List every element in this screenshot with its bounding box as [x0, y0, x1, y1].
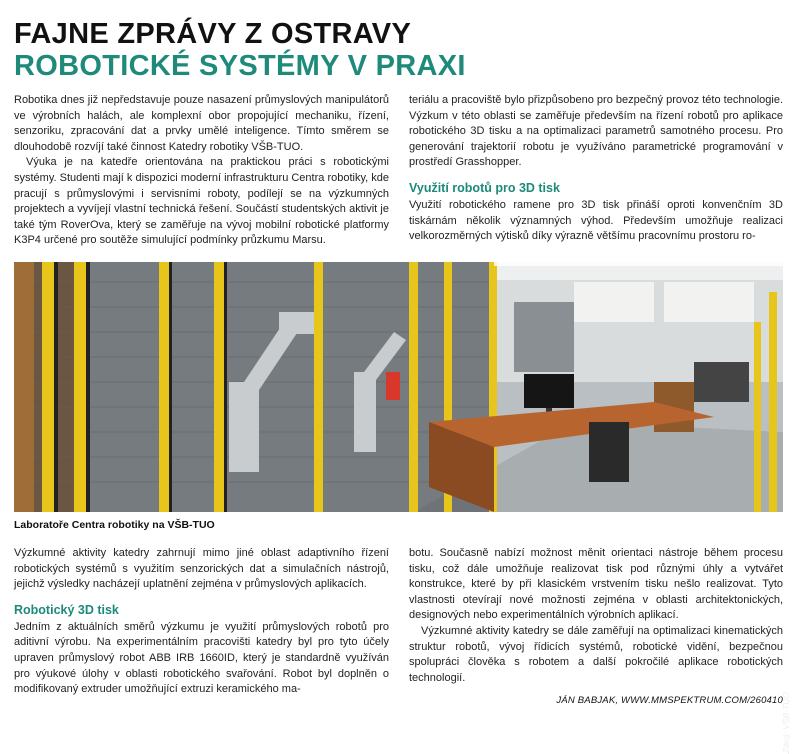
- lab-photo-illustration: [14, 262, 783, 512]
- paragraph: Využití robotického ramene pro 3D tisk přináší oproti konvenčním 3D tiskárnám několik významných výhod. Především umožňuje realizaci velkorozměrných výtisků díky výrazně většímu pracovnímu prostoru ro-: [409, 198, 783, 243]
- section-heading: Využití robotů pro 3D tisk: [409, 180, 560, 195]
- section-heading: Robotický 3D tisk: [14, 602, 119, 617]
- paragraph: botu. Současně nabízí možnost měnit orientaci nástroje během procesu tisku, což dále umožňuje realizovat tisk pod různými úhly a vytvářet konstrukce, které by při klasickém vrstvením tisku nešlo realizovat. Tyto vlastnosti otevírají nové možnosti zejména v oblasti architektonických, designových nebo experimentálních výrobních aplikací.: [409, 547, 783, 622]
- article-column-3: [14, 546, 389, 698]
- paragraph: Výuka je na katedře orientována na praktickou práci s robotickými systémy. Studenti mají k dispozici moderní infrastrukturu Centra robotiky, kde pracují s průmyslovými i servisními roboty, podílejí se na výzkumných projektech a vyvíjejí vlastní technická řešení. Součástí studentských aktivit je také tým RoverOva, který se zaměřuje na vývoj mobilní robotické platformy K3P4 určené pro soutěže simulující podmínky průzkumu Marsu.: [14, 156, 389, 247]
- paragraph: Jedním z aktuálních směrů výzkumu je využití průmyslových robotů pro aditivní výrobu. Na experimentálním pracovišti katedry byl pro tyto účely upraven průmyslový robot ABB IRB 1660ID, který je standardně využíván pro výukové úlohy v oblasti robotického svařování. Robot byl doplněn o modifikovaný extruder umožňující extruzi keramického ma-: [14, 620, 389, 696]
- photo-source: Zdroj: VŠB-TUO: [781, 692, 791, 754]
- article-column-4: [409, 546, 783, 686]
- paragraph: Robotika dnes již nepředstavuje pouze nasazení průmyslových manipulátorů ve výrobních halách, ale komplexní obor propojující mechaniku, řízení, senzoriku, zpracování dat a prvky umělé inteligence. Tímto směrem se dlouhodobě rozvíjí také činnost Katedry robotiky VŠB-TUO.: [14, 94, 389, 153]
- paragraph: Výzkumné aktivity katedry zahrnují mimo jiné oblast adaptivního řízení robotických systémů s využitím senzorických dat a simulačních nástrojů, jejichž výsledky nacházejí uplatnění zejména v průmyslových aplikacích.: [14, 547, 389, 591]
- paragraph: Výzkumné aktivity katedry se dále zaměřují na optimalizaci kinematických struktur robotů, vývoj řídicích systémů, robotické vidění, bezpečnou spolupráci člověka s robotem a další pokročilé aplikace robotických technologií.: [409, 624, 783, 684]
- paragraph: teriálu a pracoviště bylo přizpůsobeno pro bezpečný provoz této technologie. Výzkum v této oblasti se zaměřuje především na řízení robotů pro aplikace robotického 3D tisku a na optimalizaci parametrů samotného procesu. Pro generování trajektorií robotu je využíváno parametrické programování v prostředí Grasshopper.: [409, 94, 783, 169]
- headline-series: FAJNE ZPRÁVY Z OSTRAVY: [14, 18, 412, 50]
- author-credit: JÁN BABJAK, WWW.MMSPEKTRUM.COM/260410: [556, 695, 783, 706]
- article-column-1: [14, 93, 389, 249]
- headline-article: ROBOTICKÉ SYSTÉMY V PRAXI: [14, 50, 466, 82]
- article-column-2: [409, 93, 783, 245]
- figure-caption: Laboratoře Centra robotiky na VŠB-TUO: [14, 519, 215, 531]
